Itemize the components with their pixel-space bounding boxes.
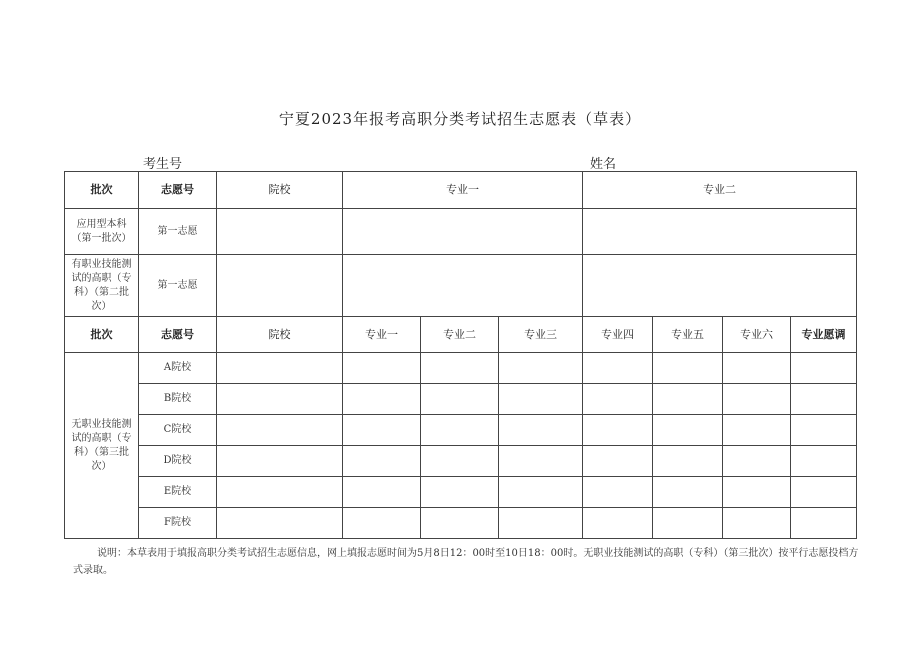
header-batch: 批次 xyxy=(65,317,139,353)
school-input-cell[interactable] xyxy=(217,209,343,255)
major-input-cell[interactable] xyxy=(499,384,583,415)
major-input-cell[interactable] xyxy=(653,508,723,539)
major-input-cell[interactable] xyxy=(421,384,499,415)
major-input-cell[interactable] xyxy=(499,508,583,539)
school-input-cell[interactable] xyxy=(217,446,343,477)
major-input-cell[interactable] xyxy=(653,446,723,477)
major-input-cell[interactable] xyxy=(421,353,499,384)
choices-table-bottom xyxy=(64,316,857,539)
major-input-cell[interactable] xyxy=(723,415,791,446)
major-input-cell[interactable] xyxy=(343,353,421,384)
table-row xyxy=(65,477,857,508)
major-input-cell[interactable] xyxy=(583,384,653,415)
header-choice: 志愿号 xyxy=(139,317,217,353)
major-input-cell[interactable] xyxy=(343,508,421,539)
school-slot-label: D院校 xyxy=(139,446,217,477)
batch-label: 有职业技能测试的高职（专科）（第二批次） xyxy=(65,255,139,317)
major-input-cell[interactable] xyxy=(499,446,583,477)
table-row xyxy=(65,415,857,446)
school-input-cell[interactable] xyxy=(217,508,343,539)
major-input-cell[interactable] xyxy=(421,508,499,539)
major-input-cell[interactable] xyxy=(653,353,723,384)
table-row xyxy=(65,353,857,384)
adjust-input-cell[interactable] xyxy=(791,384,857,415)
header-school: 院校 xyxy=(217,172,343,209)
batch-label: 应用型本科（第一批次） xyxy=(65,209,139,255)
major-input-cell[interactable] xyxy=(583,477,653,508)
form-title: 宁夏2023年报考高职分类考试招生志愿表（草表） xyxy=(278,110,642,128)
header-school: 院校 xyxy=(217,317,343,353)
instructions-note: 说明：本草表用于填报高职分类考试招生志愿信息，网上填报志愿时间为5月8日12：00时至10日18：00时。无职业技能测试的高职（专科）（第三批次）按平行志愿投档方式录取。 xyxy=(73,548,859,576)
exam-id-label: 考生号 xyxy=(143,157,183,172)
major-input-cell[interactable] xyxy=(653,384,723,415)
table-header-row xyxy=(65,172,857,209)
major-input-cell[interactable] xyxy=(343,446,421,477)
major-input-cell[interactable] xyxy=(499,353,583,384)
school-input-cell[interactable] xyxy=(217,415,343,446)
major-input-cell[interactable] xyxy=(723,508,791,539)
major-2-input-cell[interactable] xyxy=(583,255,857,317)
choice-label: 第一志愿 xyxy=(139,255,217,317)
header-major-2: 专业二 xyxy=(421,317,499,353)
adjust-input-cell[interactable] xyxy=(791,508,857,539)
school-input-cell[interactable] xyxy=(217,384,343,415)
table-row xyxy=(65,255,857,317)
school-slot-label: C院校 xyxy=(139,415,217,446)
table-header-row xyxy=(65,317,857,353)
school-input-cell[interactable] xyxy=(217,255,343,317)
major-input-cell[interactable] xyxy=(723,446,791,477)
major-input-cell[interactable] xyxy=(583,508,653,539)
school-slot-label: A院校 xyxy=(139,353,217,384)
major-input-cell[interactable] xyxy=(583,446,653,477)
major-input-cell[interactable] xyxy=(343,384,421,415)
batch-label: 无职业技能测试的高职（专科）（第三批次） xyxy=(65,353,139,539)
major-input-cell[interactable] xyxy=(499,415,583,446)
table-row xyxy=(65,446,857,477)
header-major-5: 专业五 xyxy=(653,317,723,353)
header-major-adjust: 专业愿调 xyxy=(791,317,857,353)
major-input-cell[interactable] xyxy=(723,384,791,415)
header-major-1: 专业一 xyxy=(343,172,583,209)
header-major-1: 专业一 xyxy=(343,317,421,353)
adjust-input-cell[interactable] xyxy=(791,477,857,508)
major-input-cell[interactable] xyxy=(723,477,791,508)
major-1-input-cell[interactable] xyxy=(343,255,583,317)
header-choice: 志愿号 xyxy=(139,172,217,209)
school-input-cell[interactable] xyxy=(217,353,343,384)
major-input-cell[interactable] xyxy=(343,415,421,446)
name-label: 姓名 xyxy=(590,157,617,172)
major-input-cell[interactable] xyxy=(499,477,583,508)
major-input-cell[interactable] xyxy=(583,415,653,446)
major-2-input-cell[interactable] xyxy=(583,209,857,255)
school-input-cell[interactable] xyxy=(217,477,343,508)
major-input-cell[interactable] xyxy=(421,415,499,446)
table-row xyxy=(65,209,857,255)
header-major-4: 专业四 xyxy=(583,317,653,353)
adjust-input-cell[interactable] xyxy=(791,415,857,446)
major-input-cell[interactable] xyxy=(723,353,791,384)
header-major-2: 专业二 xyxy=(583,172,857,209)
major-input-cell[interactable] xyxy=(343,477,421,508)
choice-label: 第一志愿 xyxy=(139,209,217,255)
school-slot-label: E院校 xyxy=(139,477,217,508)
major-input-cell[interactable] xyxy=(583,353,653,384)
major-input-cell[interactable] xyxy=(653,415,723,446)
major-input-cell[interactable] xyxy=(653,477,723,508)
major-input-cell[interactable] xyxy=(421,446,499,477)
major-1-input-cell[interactable] xyxy=(343,209,583,255)
school-slot-label: B院校 xyxy=(139,384,217,415)
adjust-input-cell[interactable] xyxy=(791,446,857,477)
header-major-6: 专业六 xyxy=(723,317,791,353)
school-slot-label: F院校 xyxy=(139,508,217,539)
table-row xyxy=(65,384,857,415)
choices-table-top xyxy=(64,171,857,317)
adjust-input-cell[interactable] xyxy=(791,353,857,384)
major-input-cell[interactable] xyxy=(421,477,499,508)
header-batch: 批次 xyxy=(65,172,139,209)
header-major-3: 专业三 xyxy=(499,317,583,353)
table-row xyxy=(65,508,857,539)
